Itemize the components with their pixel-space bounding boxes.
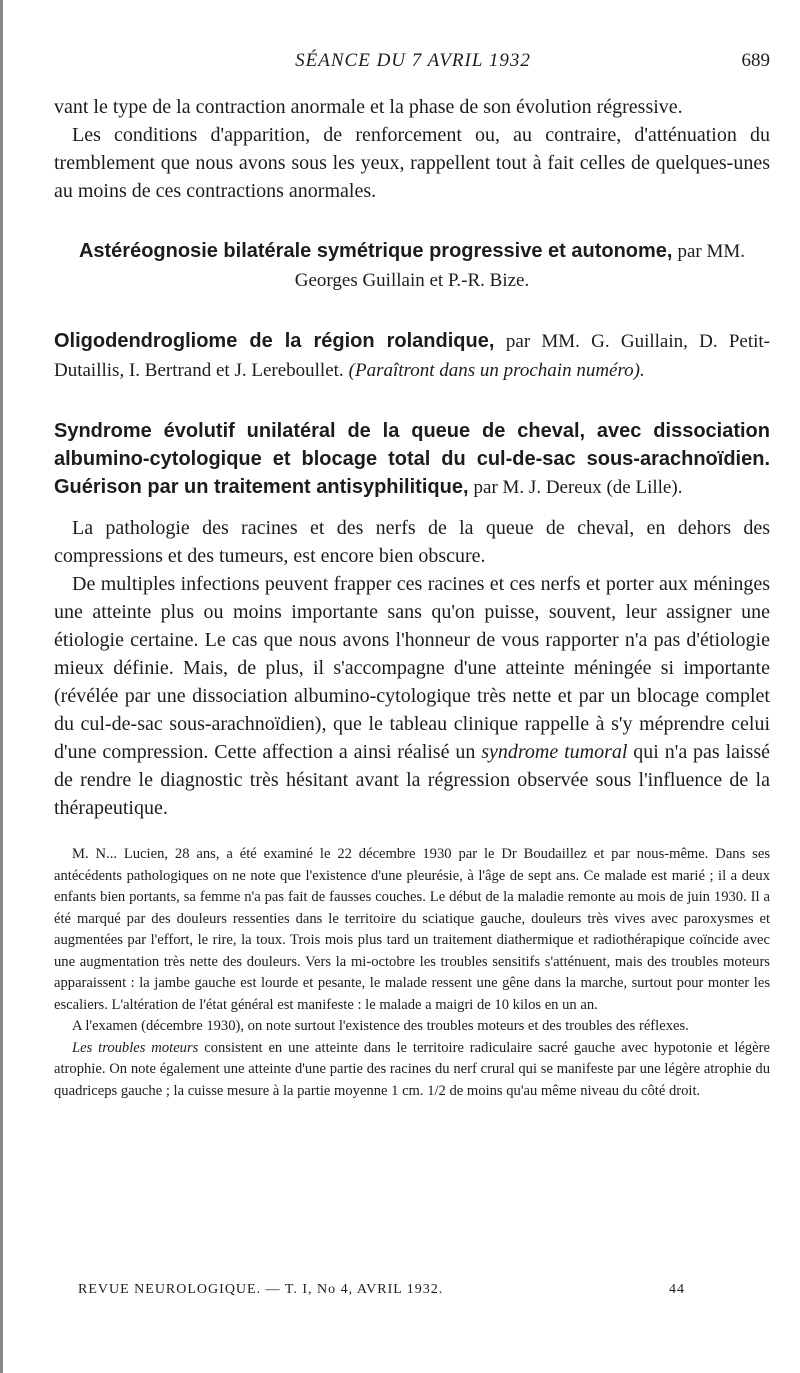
section-3-emphasis: syndrome tumoral xyxy=(481,741,628,763)
section-1-heading xyxy=(54,237,770,295)
section-3-authors: par M. J. Dereux (de Lille). xyxy=(473,477,683,498)
page-header xyxy=(56,50,770,80)
running-title: SÉANCE DU 7 AVRIL 1932 xyxy=(295,50,531,71)
case-paragraph-3 xyxy=(54,1038,770,1103)
case-paragraph-1: M. N... Lucien, 28 ans, a été examiné le 22 décembre 1930 par le Dr Boudaillez et par nous-même. Dans ses antécédents pathologiques on ne note que l'existence d'une pleurésie, à l'âge de sept ans. Ce malade est marié ; il a deux enfants bien portants, sa femme n'a pas fait de fausses couches. Le début de la maladie remonte au mois de juin 1930. Il a été marqué par des douleurs ressenties dans le territoire du sciatique gauche, douleurs très vives avec paroxysmes et augmentées par l'effort, le rire, la toux. Trois mois plus tard un traitement diathermique et radiothérapique coïncide avec une augmentation très nette des douleurs. Vers la mi-octobre les troubles sensitifs s'atténuent, mais des troubles moteurs apparaissent : la jambe gauche est lourde et pesante, le malade ressent une gêne dans la marche, surtout pour monter les escaliers. L'altération de l'état général est manifeste : le malade a maigri de 10 kilos en un an. xyxy=(54,846,770,1013)
signature-mark: 44 xyxy=(669,1282,685,1297)
page-footer xyxy=(78,1282,685,1298)
case-report xyxy=(54,844,770,1102)
section-1-authors: par MM. Georges Guillain et P.-R. Bize. xyxy=(294,241,746,291)
section-3-paragraph-2-text-a: De multiples infections peuvent frapper ces racines et ces nerfs et porter aux méninges une atteinte plus ou moins importante sans qu'on puisse, souvent, leur assigner une étiologie certaine. Le cas que nous avons l'honneur de vous rapporter n'a pas d'étiologie mieux définie. Mais, de plus, il s'accompagne d'une atteinte méningée si importante (révélée par une dissociation albumino-cytologique très nette et par un blocage complet du cul-de-sac sous-arachnoïdien), que le tableau clinique rappelle à s'y méprendre celui d'une compression. Cette affection a ainsi réalisé un xyxy=(54,573,770,763)
intro-paragraph-2: Les conditions d'apparition, de renforcement ou, au contraire, d'atténuation du tremblement que nous avons sous les yeux, rappellent tout à fait celles de quelques-unes au moins de ces contractions anormales. xyxy=(54,124,770,202)
section-2-authors: par MM. G. Guillain, D. Petit-Dutaillis, I. Bertrand et J. Lereboullet. xyxy=(54,331,770,381)
section-2-note: (Paraîtront dans un prochain numéro). xyxy=(348,360,645,381)
case-paragraph-2: A l'examen (décembre 1930), on note surtout l'existence des troubles moteurs et des troubles des réflexes. xyxy=(72,1018,689,1034)
section-1-title: Astéréognosie bilatérale symétrique progressive et autonome, xyxy=(78,240,673,262)
section-3-title: Syndrome évolutif unilatéral de la queue de cheval, avec dissociation albumino-cytologique et blocage total du cul-de-sac sous-arachnoïdien. Guérison par un traitement antisyphilitique, xyxy=(54,420,770,498)
journal-reference: REVUE NEUROLOGIQUE. — T. I, No 4, AVRIL 1932. xyxy=(78,1282,444,1297)
page-number: 689 xyxy=(741,50,770,71)
page-edge xyxy=(0,0,3,1373)
section-2-heading xyxy=(54,327,770,385)
section-2-title: Oligodendrogliome de la région rolandique, xyxy=(54,330,495,352)
section-3-paragraph-1: La pathologie des racines et des nerfs de la queue de cheval, en dehors des compressions et des tumeurs, est encore bien obscure. xyxy=(54,517,770,567)
section-3-paragraph-2-text-b: qui n'a pas laissé de rendre le diagnostic très hésitant avant la régression observée sous l'influence de la thérapeutique. xyxy=(54,741,771,819)
intro-paragraph-1: vant le type de la contraction anormale et la phase de son évolution régressive. xyxy=(54,96,683,118)
case-paragraph-3-text: consistent en une atteinte dans le territoire radiculaire sacré gauche avec hypotonie et légère atrophie. On note également une atteinte d'une partie des racines du nerf crural qui se manifeste par une légère atrophie du quadriceps gauche ; la cuisse mesure à la partie moyenne 1 cm. 1/2 de moins qu'au même niveau du côté droit. xyxy=(54,1039,770,1099)
section-3-heading xyxy=(54,417,770,502)
page-body xyxy=(54,93,770,1102)
section-3-paragraph-2 xyxy=(54,570,770,822)
case-emphasis: Les troubles moteurs xyxy=(72,1039,199,1056)
